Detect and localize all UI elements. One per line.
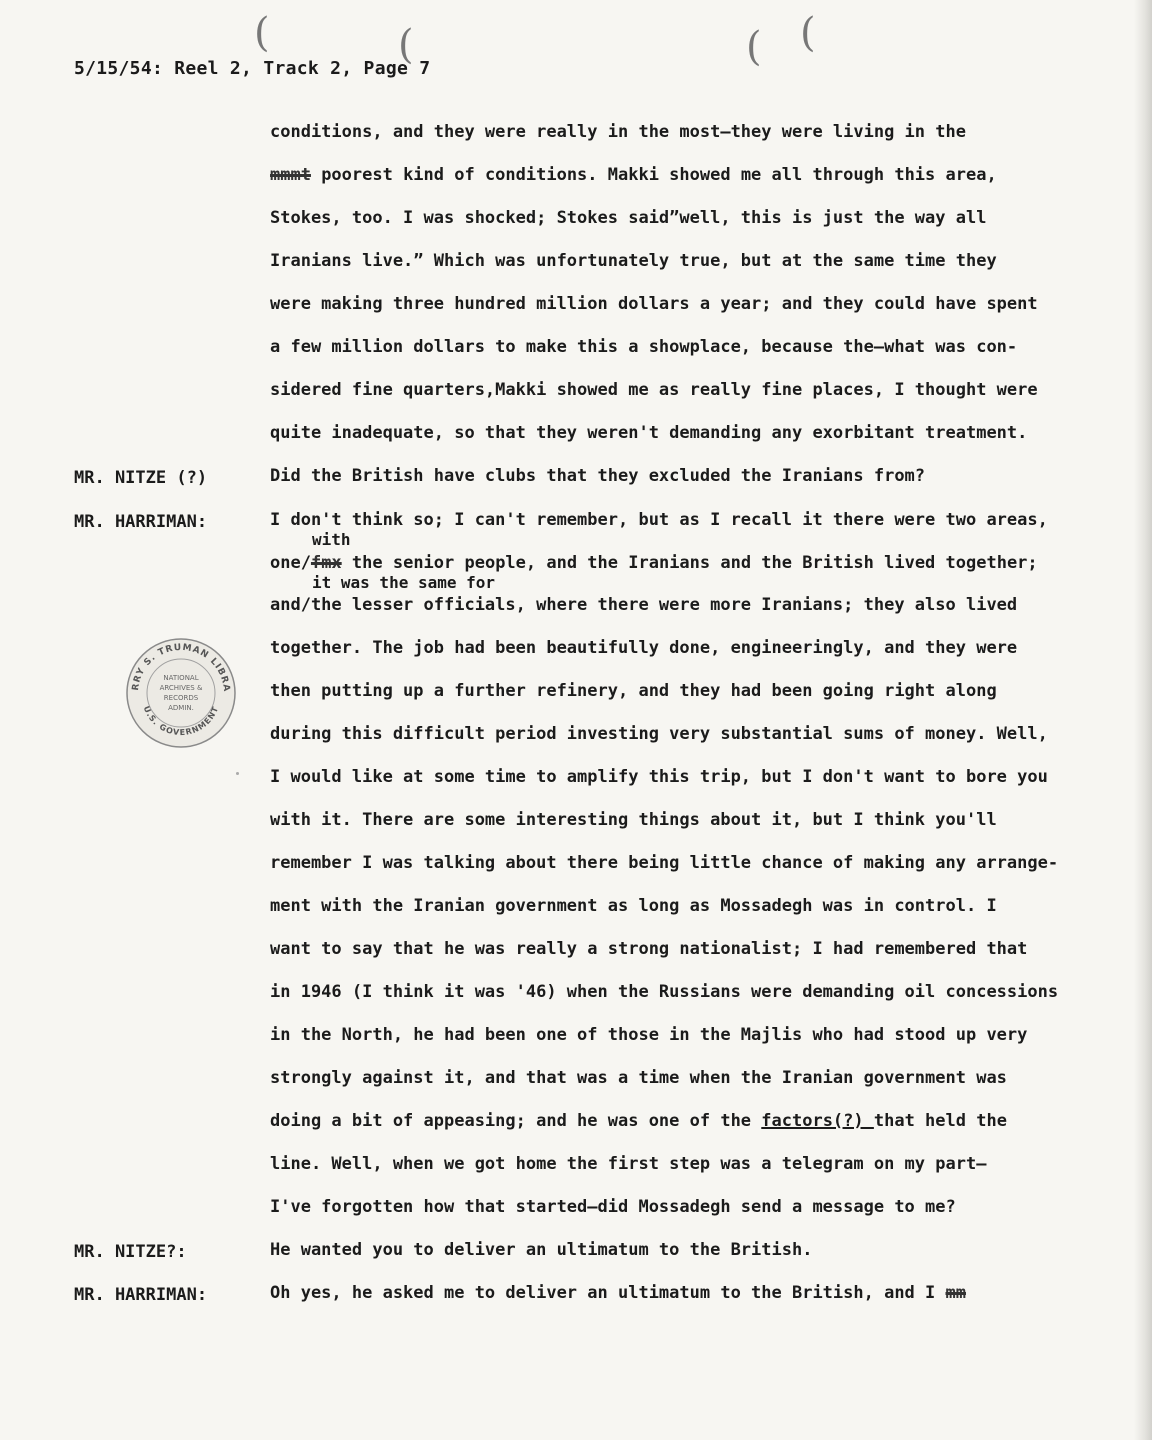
handwritten-insert: it was the same for: [312, 573, 496, 592]
text-line: Iranians live.” Which was unfortunately true, but at the same time they: [270, 251, 997, 271]
text-line: [270, 553, 1038, 573]
text-line: in 1946 (I think it was '46) when the Russians were demanding oil concessions: [270, 982, 1059, 1002]
speaker-label: MR. HARRIMAN:: [74, 1285, 208, 1305]
text-line: then putting up a further refinery, and they had been going right along: [270, 681, 997, 701]
text-line: ment with the Iranian government as long as Mossadegh was in control. I: [270, 896, 997, 916]
strikeout: mm: [945, 1283, 966, 1303]
text-line: He wanted you to deliver an ultimatum to the British.: [270, 1240, 813, 1260]
text-segment: that held the: [873, 1111, 1007, 1131]
stamp-seal-icon: [124, 636, 238, 750]
text-line: [270, 1111, 1007, 1131]
text-line: Did the British have clubs that they excluded the Iranians from?: [270, 466, 926, 486]
text-segment: Oh yes, he asked me to deliver an ultimatum to the British, and I: [270, 1283, 946, 1303]
margin-mark: (: [746, 24, 762, 70]
text-segment: the senior people, and the Iranians and the British lived together;: [341, 553, 1038, 573]
text-segment: poorest kind of conditions. Makki showed me all through this area,: [310, 165, 997, 185]
page-edge-shadow: [1134, 0, 1152, 1440]
text-line: together. The job had been beautifully done, engineeringly, and they were: [270, 638, 1018, 658]
text-line: during this difficult period investing very substantial sums of money. Well,: [270, 724, 1048, 744]
margin-mark: (: [398, 22, 414, 68]
stamp-center-line: RECORDS: [163, 694, 199, 702]
speaker-label: MR. NITZE?:: [74, 1242, 187, 1262]
strikeout: mmmt: [270, 165, 311, 185]
strikeout: fmx: [310, 553, 342, 573]
text-line: I don't think so; I can't remember, but as I recall it there were two areas,: [270, 510, 1048, 530]
text-line: I would like at some time to amplify this trip, but I don't want to bore you: [270, 767, 1048, 787]
library-stamp: [124, 636, 238, 750]
stamp-top-text: RRY S. TRUMAN LIBRA: [130, 642, 232, 693]
text-line: want to say that he was really a strong nationalist; I had remembered that: [270, 939, 1028, 959]
text-line: strongly against it, and that was a time when the Iranian government was: [270, 1068, 1007, 1088]
speaker-label: MR. HARRIMAN:: [74, 512, 208, 532]
text-line: were making three hundred million dollars a year; and they could have spent: [270, 294, 1038, 314]
stamp-bottom-text: U.S. GOVERNMENT: [141, 704, 221, 738]
text-line: [270, 165, 997, 185]
text-segment: one/: [270, 553, 311, 573]
page-header: 5/15/54: Reel 2, Track 2, Page 7: [74, 58, 431, 79]
text-line: line. Well, when we got home the first step was a telegram on my part—: [270, 1154, 987, 1174]
handwritten-insert: with: [312, 530, 351, 549]
text-segment: doing a bit of appeasing; and he was one of the: [270, 1111, 762, 1131]
margin-mark: (: [800, 10, 816, 56]
text-line: I've forgotten how that started—did Mossadegh send a message to me?: [270, 1197, 956, 1217]
text-line: and/the lesser officials, where there were more Iranians; they also lived: [270, 595, 1018, 615]
text-line: conditions, and they were really in the most—they were living in the: [270, 122, 966, 142]
text-line: in the North, he had been one of those in the Majlis who had stood up very: [270, 1025, 1028, 1045]
text-line: remember I was talking about there being little chance of making any arrange-: [270, 853, 1059, 873]
text-line: sidered fine quarters,Makki showed me as really fine places, I thought were: [270, 380, 1038, 400]
text-line: with it. There are some interesting things about it, but I think you'll: [270, 810, 997, 830]
speaker-label: MR. NITZE (?): [74, 468, 208, 488]
text-line: a few million dollars to make this a showplace, because the—what was con-: [270, 337, 1018, 357]
margin-mark: (: [254, 10, 270, 56]
stamp-center-line: NATIONAL: [163, 674, 199, 682]
margin-dot: [236, 772, 239, 775]
text-line: quite inadequate, so that they weren't demanding any exorbitant treatment.: [270, 423, 1028, 443]
text-line: [270, 1283, 966, 1303]
text-line: Stokes, too. I was shocked; Stokes said”well, this is just the way all: [270, 208, 987, 228]
stamp-center-line: ADMIN.: [168, 704, 194, 712]
underlined-term: factors(?): [761, 1111, 874, 1131]
stamp-center-line: ARCHIVES &: [159, 684, 203, 692]
